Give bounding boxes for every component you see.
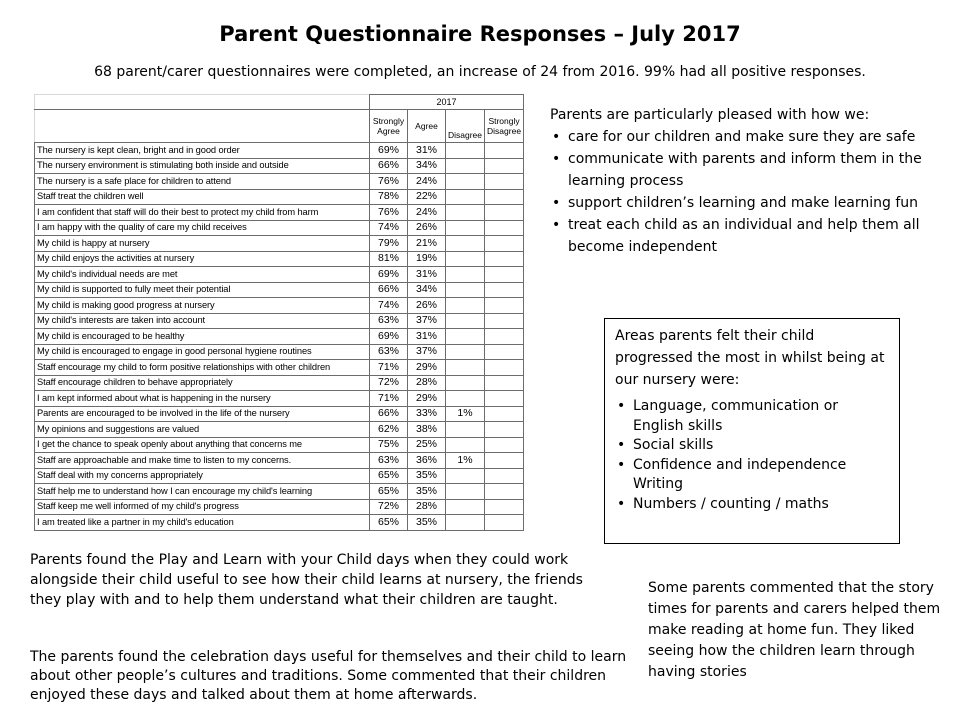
table-row <box>35 236 524 252</box>
list-item: • Language, communication or English skills <box>615 397 889 436</box>
row-strongly-disagree <box>485 515 524 531</box>
row-statement: My child enjoys the activities at nursery <box>35 251 370 267</box>
row-agree: 19% <box>408 251 446 267</box>
table-row <box>35 313 524 329</box>
list-item: • care for our children and make sure they are safe <box>550 126 945 148</box>
row-statement: The nursery is a safe place for children to attend <box>35 174 370 190</box>
row-statement: Staff deal with my concerns appropriately <box>35 468 370 484</box>
table-row <box>35 344 524 360</box>
row-agree: 24% <box>408 205 446 221</box>
row-statement: My opinions and suggestions are valued <box>35 422 370 438</box>
row-strongly-disagree <box>485 406 524 422</box>
row-strongly-disagree <box>485 453 524 469</box>
row-agree: 26% <box>408 220 446 236</box>
row-disagree <box>446 267 485 283</box>
row-strongly-agree: 69% <box>370 267 408 283</box>
row-statement: Parents are encouraged to be involved in the life of the nursery <box>35 406 370 422</box>
row-disagree <box>446 205 485 221</box>
row-strongly-agree: 63% <box>370 313 408 329</box>
row-strongly-disagree <box>485 329 524 345</box>
row-strongly-disagree <box>485 437 524 453</box>
progress-intro: Areas parents felt their child progressed the most in whilst being at our nursery were: <box>615 328 885 388</box>
row-statement: I am treated like a partner in my child's education <box>35 515 370 531</box>
list-item: • Social skills <box>615 436 889 456</box>
row-strongly-agree: 66% <box>370 282 408 298</box>
row-agree: 31% <box>408 143 446 159</box>
row-strongly-disagree <box>485 499 524 515</box>
row-strongly-agree: 66% <box>370 158 408 174</box>
celebration-paragraph: The parents found the celebration days useful for themselves and their child to learn about other people’s cultures and traditions. Some commented that their children enjoyed these days and talked about them at home afterwards. <box>30 649 627 703</box>
row-agree: 35% <box>408 515 446 531</box>
row-agree: 38% <box>408 422 446 438</box>
page-title: Parent Questionnaire Responses – July 2017 <box>219 22 741 46</box>
row-agree: 37% <box>408 313 446 329</box>
table-year: 2017 <box>370 95 524 110</box>
table-row <box>35 205 524 221</box>
table-row <box>35 422 524 438</box>
row-strongly-agree: 66% <box>370 406 408 422</box>
row-statement: Staff treat the children well <box>35 189 370 205</box>
row-statement: My child is happy at nursery <box>35 236 370 252</box>
table-row <box>35 437 524 453</box>
row-disagree: 1% <box>446 453 485 469</box>
row-agree: 31% <box>408 267 446 283</box>
row-strongly-disagree <box>485 422 524 438</box>
row-strongly-agree: 79% <box>370 236 408 252</box>
row-statement: I am confident that staff will do their best to protect my child from harm <box>35 205 370 221</box>
row-strongly-disagree <box>485 267 524 283</box>
row-strongly-agree: 71% <box>370 360 408 376</box>
row-strongly-disagree <box>485 391 524 407</box>
list-item: • treat each child as an individual and help them all become independent <box>550 214 945 258</box>
row-disagree <box>446 282 485 298</box>
list-item: • Numbers / counting / maths <box>615 495 889 515</box>
table-header-row <box>35 110 524 143</box>
table-row <box>35 282 524 298</box>
row-agree: 28% <box>408 375 446 391</box>
row-agree: 26% <box>408 298 446 314</box>
table-row <box>35 406 524 422</box>
row-strongly-agree: 63% <box>370 453 408 469</box>
row-strongly-disagree <box>485 158 524 174</box>
row-strongly-disagree <box>485 298 524 314</box>
table-row <box>35 484 524 500</box>
row-strongly-agree: 72% <box>370 375 408 391</box>
row-disagree <box>446 158 485 174</box>
table-row <box>35 143 524 159</box>
row-agree: 28% <box>408 499 446 515</box>
row-statement: The nursery environment is stimulating both inside and outside <box>35 158 370 174</box>
row-strongly-disagree <box>485 375 524 391</box>
row-disagree <box>446 468 485 484</box>
row-disagree <box>446 329 485 345</box>
table-row <box>35 453 524 469</box>
row-strongly-agree: 75% <box>370 437 408 453</box>
row-disagree <box>446 251 485 267</box>
list-item: • support children’s learning and make learning fun <box>550 192 945 214</box>
row-agree: 34% <box>408 282 446 298</box>
row-agree: 25% <box>408 437 446 453</box>
row-agree: 33% <box>408 406 446 422</box>
table-row <box>35 267 524 283</box>
play-and-learn-paragraph: Parents found the Play and Learn with your Child days when they could work alongside their child useful to see how their child learns at nursery, the friends they play with and to help them understand what their children are taught. <box>30 552 583 608</box>
row-statement: Staff help me to understand how I can encourage my child's learning <box>35 484 370 500</box>
row-statement: My child's interests are taken into account <box>35 313 370 329</box>
header-disagree: Disagree <box>446 110 485 143</box>
row-strongly-disagree <box>485 344 524 360</box>
row-strongly-disagree <box>485 313 524 329</box>
row-agree: 29% <box>408 360 446 376</box>
row-strongly-agree: 76% <box>370 174 408 190</box>
table-row <box>35 375 524 391</box>
row-statement: My child is supported to fully meet their potential <box>35 282 370 298</box>
row-strongly-agree: 65% <box>370 484 408 500</box>
row-agree: 34% <box>408 158 446 174</box>
row-strongly-agree: 62% <box>370 422 408 438</box>
pleased-intro: Parents are particularly pleased with how we: <box>550 107 870 123</box>
list-item: • communicate with parents and inform them in the learning process <box>550 148 945 192</box>
row-strongly-agree: 74% <box>370 220 408 236</box>
row-statement: Staff keep me well informed of my child's progress <box>35 499 370 515</box>
table-row <box>35 468 524 484</box>
row-disagree: 1% <box>446 406 485 422</box>
row-agree: 29% <box>408 391 446 407</box>
row-disagree <box>446 484 485 500</box>
row-disagree <box>446 360 485 376</box>
row-strongly-agree: 72% <box>370 499 408 515</box>
row-agree: 22% <box>408 189 446 205</box>
table-row <box>35 158 524 174</box>
row-disagree <box>446 313 485 329</box>
table-row <box>35 391 524 407</box>
header-strongly-agree: Strongly Agree <box>370 110 408 143</box>
row-agree: 35% <box>408 484 446 500</box>
table-row <box>35 329 524 345</box>
row-agree: 24% <box>408 174 446 190</box>
row-strongly-agree: 78% <box>370 189 408 205</box>
row-disagree <box>446 189 485 205</box>
row-statement: Staff encourage my child to form positive relationships with other children <box>35 360 370 376</box>
table-row <box>35 298 524 314</box>
table-row <box>35 251 524 267</box>
row-disagree <box>446 236 485 252</box>
row-statement: I am happy with the quality of care my child receives <box>35 220 370 236</box>
row-strongly-agree: 81% <box>370 251 408 267</box>
table-row <box>35 189 524 205</box>
row-strongly-disagree <box>485 468 524 484</box>
row-disagree <box>446 437 485 453</box>
row-strongly-disagree <box>485 484 524 500</box>
row-statement: My child is making good progress at nursery <box>35 298 370 314</box>
row-agree: 36% <box>408 453 446 469</box>
row-agree: 31% <box>408 329 446 345</box>
row-disagree <box>446 391 485 407</box>
row-strongly-agree: 65% <box>370 515 408 531</box>
row-strongly-disagree <box>485 360 524 376</box>
header-strongly-disagree: Strongly Disagree <box>485 110 524 143</box>
row-strongly-agree: 69% <box>370 143 408 159</box>
header-agree: Agree <box>408 110 446 143</box>
row-strongly-agree: 63% <box>370 344 408 360</box>
row-strongly-disagree <box>485 205 524 221</box>
row-disagree <box>446 174 485 190</box>
row-strongly-disagree <box>485 236 524 252</box>
row-strongly-agree: 74% <box>370 298 408 314</box>
row-strongly-disagree <box>485 251 524 267</box>
row-disagree <box>446 143 485 159</box>
row-disagree <box>446 515 485 531</box>
row-strongly-disagree <box>485 174 524 190</box>
row-agree: 21% <box>408 236 446 252</box>
row-disagree <box>446 220 485 236</box>
table-year-row <box>35 95 524 110</box>
row-statement: Staff are approachable and make time to listen to my concerns. <box>35 453 370 469</box>
row-strongly-disagree <box>485 189 524 205</box>
row-disagree <box>446 375 485 391</box>
page-subtitle: 68 parent/carer questionnaires were completed, an increase of 24 from 2016. 99% had all positive responses. <box>94 64 866 80</box>
pleased-section <box>550 104 945 258</box>
row-statement: The nursery is kept clean, bright and in good order <box>35 143 370 159</box>
row-statement: I am kept informed about what is happening in the nursery <box>35 391 370 407</box>
row-strongly-disagree <box>485 143 524 159</box>
row-agree: 37% <box>408 344 446 360</box>
row-strongly-agree: 65% <box>370 468 408 484</box>
row-statement: I get the chance to speak openly about anything that concerns me <box>35 437 370 453</box>
table-row <box>35 360 524 376</box>
table-row <box>35 174 524 190</box>
progress-list <box>615 397 889 514</box>
survey-table <box>34 94 524 531</box>
progress-box <box>604 318 900 544</box>
pleased-list <box>550 126 945 258</box>
row-agree: 35% <box>408 468 446 484</box>
list-item: • Confidence and independence Writing <box>615 456 889 495</box>
row-strongly-agree: 71% <box>370 391 408 407</box>
table-row <box>35 515 524 531</box>
row-statement: My child is encouraged to engage in good personal hygiene routines <box>35 344 370 360</box>
table-row <box>35 499 524 515</box>
row-strongly-disagree <box>485 220 524 236</box>
row-statement: My child's individual needs are met <box>35 267 370 283</box>
row-disagree <box>446 422 485 438</box>
row-strongly-agree: 69% <box>370 329 408 345</box>
row-statement: Staff encourage children to behave appropriately <box>35 375 370 391</box>
story-times-paragraph: Some parents commented that the story times for parents and carers helped them make reading at home fun. They liked seeing how the children learn through having stories <box>648 580 941 680</box>
row-strongly-agree: 76% <box>370 205 408 221</box>
row-strongly-disagree <box>485 282 524 298</box>
row-disagree <box>446 499 485 515</box>
row-statement: My child is encouraged to be healthy <box>35 329 370 345</box>
row-disagree <box>446 344 485 360</box>
table-row <box>35 220 524 236</box>
row-disagree <box>446 298 485 314</box>
